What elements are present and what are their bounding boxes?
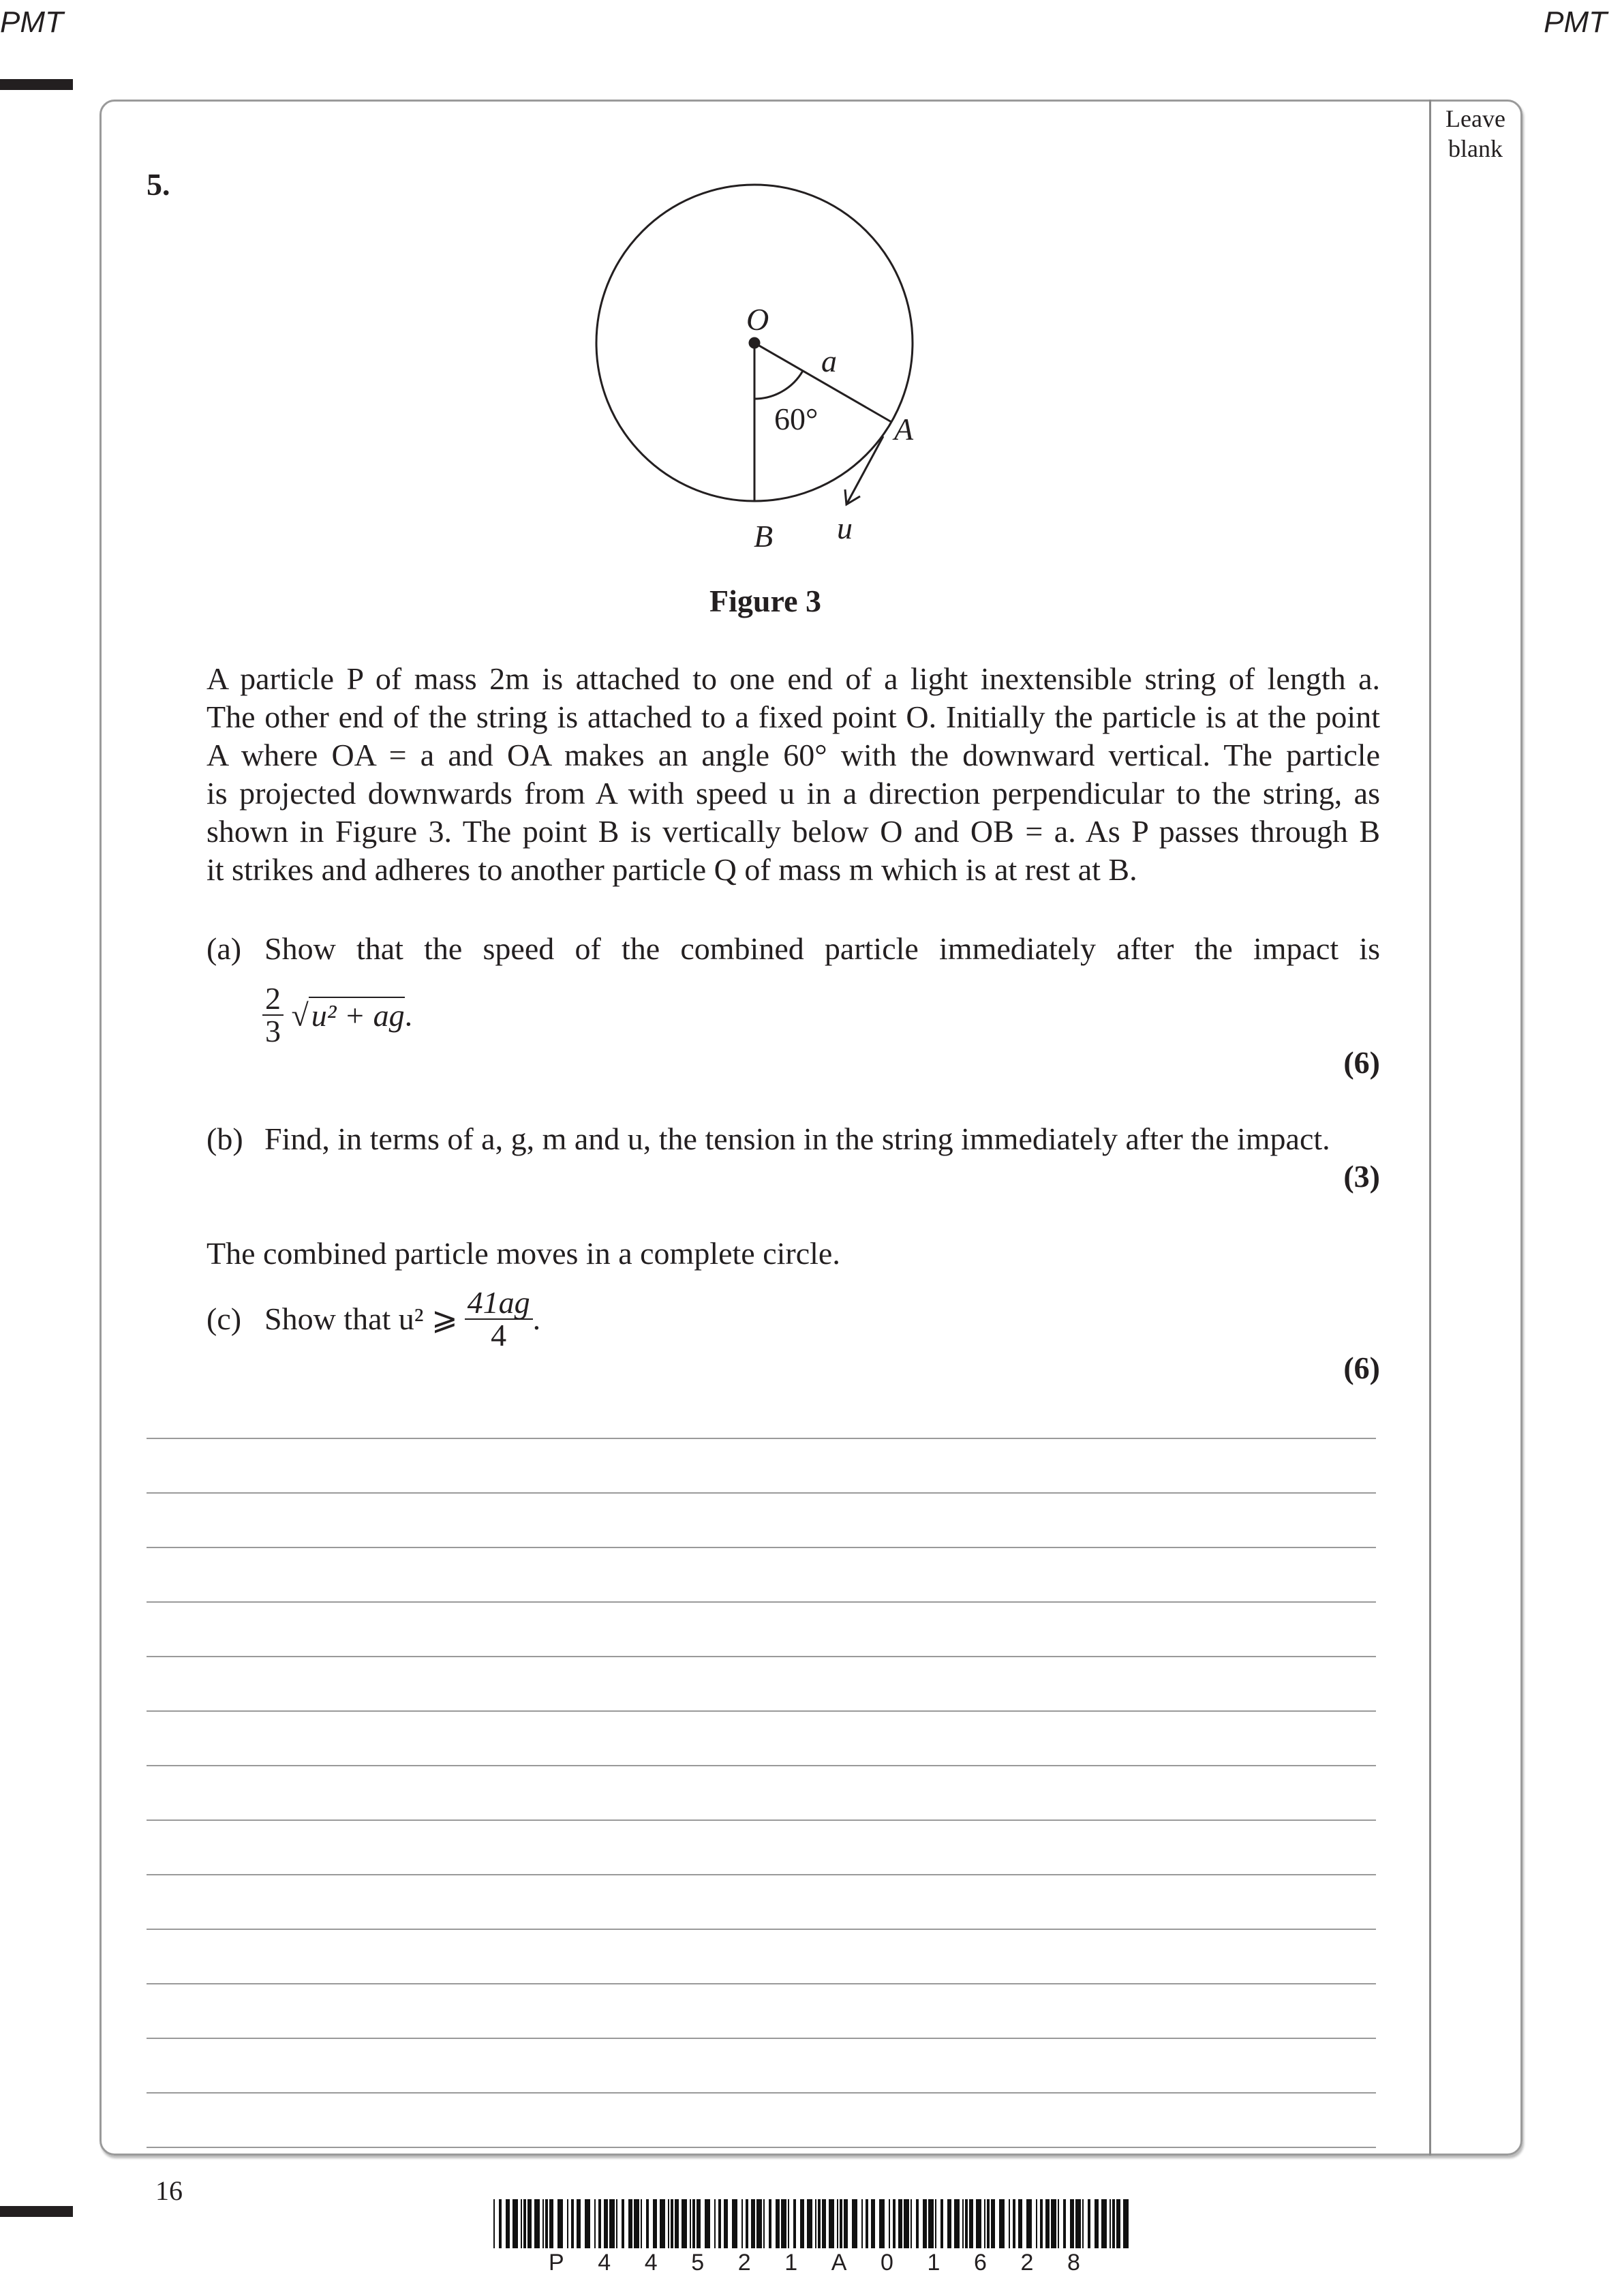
barcode-bar — [714, 2199, 716, 2248]
barcode-bar — [1070, 2199, 1074, 2248]
part-a-text: Show that the speed of the combined particle immediately after the impact is — [264, 931, 1380, 966]
barcode-char: 4 — [598, 2250, 611, 2276]
barcode-bar — [984, 2199, 985, 2248]
barcode-bar — [646, 2199, 649, 2248]
statement: The combined particle moves in a complete circle. — [206, 1236, 840, 1271]
answer-line — [147, 1765, 1376, 1766]
barcode-bar — [935, 2199, 936, 2248]
barcode-bar — [682, 2199, 687, 2248]
barcode-bar — [493, 2199, 495, 2248]
barcode-bar — [916, 2199, 919, 2248]
part-b-label: (b) — [206, 1121, 243, 1156]
fraction-numerator: 41ag — [465, 1287, 533, 1320]
registration-mark-bottom — [0, 2206, 73, 2217]
barcode-bar — [1075, 2199, 1081, 2248]
barcode-bar — [671, 2199, 673, 2248]
barcode-bar — [542, 2199, 544, 2248]
barcode-bar — [954, 2199, 960, 2248]
barcode-char: 5 — [691, 2250, 705, 2276]
barcode-bar — [692, 2199, 695, 2248]
barcode-bar — [523, 2199, 526, 2248]
barcode-char: 1 — [927, 2250, 940, 2276]
barcode-bar — [889, 2199, 890, 2248]
barcode-bar — [965, 2199, 968, 2248]
barcode-char: A — [831, 2250, 847, 2276]
answer-line — [147, 2147, 1376, 2148]
stem-line: shown in Figure 3. The point B is vertically below O and OB = a. As P passes through B — [206, 814, 1380, 849]
barcode-bar — [1082, 2199, 1084, 2248]
barcode-bar — [1112, 2199, 1115, 2248]
barcode-bar — [534, 2199, 540, 2248]
period: . — [404, 997, 413, 1033]
barcode-bar — [1009, 2199, 1010, 2248]
barcode-bar — [861, 2199, 863, 2248]
answer-line — [147, 1819, 1376, 1821]
barcode-bar — [940, 2199, 943, 2248]
label-a: a — [821, 344, 837, 378]
barcode-bar — [705, 2199, 710, 2248]
barcode-bar — [898, 2199, 902, 2248]
barcode-bar — [852, 2199, 857, 2248]
leave-label: Leave — [1445, 105, 1505, 132]
barcode-char: 2 — [1020, 2250, 1034, 2276]
pmt-mark-right: PMT — [1544, 5, 1607, 39]
barcode-char: 1 — [784, 2250, 798, 2276]
stem-line: A where OA = a and OA makes an angle 60° with the downward vertical. The particle — [206, 738, 1380, 772]
barcode-bar — [987, 2199, 990, 2248]
barcode-bar — [718, 2199, 721, 2248]
part-a — [206, 930, 1380, 968]
answer-line — [147, 1983, 1376, 1984]
barcode-bar — [622, 2199, 624, 2248]
barcode-bar — [604, 2199, 608, 2248]
part-b — [206, 1120, 1380, 1158]
barcode-bar — [781, 2199, 786, 2248]
barcode-bar — [879, 2199, 885, 2248]
barcode-bar — [598, 2199, 601, 2248]
barcode-bar — [871, 2199, 875, 2248]
barcode-char: 4 — [644, 2250, 658, 2276]
answer-line — [147, 2038, 1376, 2039]
barcode-bar — [991, 2199, 995, 2248]
barcode-bar — [1026, 2199, 1032, 2248]
question-stem — [206, 660, 1380, 889]
part-b-marks: (3) — [1343, 1159, 1380, 1194]
barcode-bar — [818, 2199, 821, 2248]
barcode-bar — [911, 2199, 912, 2248]
barcode-bar — [788, 2199, 789, 2248]
barcode-bar — [660, 2199, 665, 2248]
barcode-bar — [923, 2199, 927, 2248]
barcode-bar — [499, 2199, 502, 2248]
label-O: O — [746, 302, 769, 337]
barcode-bar — [732, 2199, 737, 2248]
barcode-bar — [641, 2199, 642, 2248]
barcode-bar — [506, 2199, 510, 2248]
part-c — [206, 1287, 1380, 1351]
barcode-bar — [947, 2199, 951, 2248]
barcode-bar — [1123, 2199, 1129, 2248]
label-B: B — [754, 519, 774, 554]
barcode-bar — [690, 2199, 691, 2248]
label-A: A — [894, 412, 914, 447]
barcode-bar — [969, 2199, 973, 2248]
barcode-char: 0 — [881, 2250, 893, 2276]
barcode-bar — [822, 2199, 826, 2248]
fraction-denominator: 3 — [265, 1014, 281, 1048]
barcode-bar — [521, 2199, 522, 2248]
barcode-bar — [577, 2199, 581, 2248]
part-c-text: Show that u² ⩾ — [264, 1301, 458, 1336]
barcode-bar — [976, 2199, 981, 2248]
barcode-bar — [776, 2199, 780, 2248]
barcode-bar — [557, 2199, 563, 2248]
radicand: u² + ag — [309, 997, 405, 1033]
barcode-bar — [1095, 2199, 1099, 2248]
barcode-bar — [675, 2199, 679, 2248]
barcode-bar — [751, 2199, 755, 2248]
barcode-bar — [904, 2199, 909, 2248]
barcode-bar — [1063, 2199, 1066, 2248]
figure-3-diagram — [559, 164, 981, 573]
barcode-bar — [567, 2199, 568, 2248]
question-number: 5. — [147, 167, 170, 202]
barcode-bar — [962, 2199, 964, 2248]
barcode-bar — [793, 2199, 796, 2248]
barcode-bar — [769, 2199, 771, 2248]
label-angle: 60° — [774, 402, 818, 436]
margin-divider — [1429, 100, 1431, 2156]
barcode-bar — [815, 2199, 816, 2248]
answer-line — [147, 1547, 1376, 1548]
barcode-bar — [1018, 2199, 1022, 2248]
point-O — [750, 338, 759, 348]
angle-arc — [754, 371, 803, 399]
barcode-char: 2 — [737, 2250, 751, 2276]
barcode-bar — [1088, 2199, 1090, 2248]
barcode-bar — [928, 2199, 934, 2248]
period: . — [532, 1301, 541, 1336]
barcode-bar — [585, 2199, 590, 2248]
barcode-bar — [800, 2199, 804, 2248]
barcode-bar — [628, 2199, 632, 2248]
barcode-bar — [545, 2199, 548, 2248]
answer-line — [147, 1929, 1376, 1930]
barcode-text — [549, 2250, 1080, 2276]
stem-line: A particle P of mass 2m is attached to one end of a light inextensible string of length a. — [206, 661, 1380, 696]
answer-line — [147, 1438, 1376, 1439]
barcode-bar — [1036, 2199, 1037, 2248]
barcode-bar — [527, 2199, 532, 2248]
barcode-bar — [893, 2199, 896, 2248]
barcode-bar — [512, 2199, 518, 2248]
barcode-bar — [1058, 2199, 1059, 2248]
barcode-bar — [634, 2199, 639, 2248]
stem-line: The other end of the string is attached to a fixed point O. Initially the particle is at the point — [206, 699, 1380, 734]
velocity-arrow — [846, 436, 883, 504]
barcode-bar — [1051, 2199, 1056, 2248]
blank-label: blank — [1448, 135, 1503, 162]
barcode-bar — [763, 2199, 765, 2248]
barcode-char: 8 — [1067, 2250, 1080, 2276]
barcode-bar — [594, 2199, 596, 2248]
part-c-marks: (6) — [1343, 1350, 1380, 1385]
barcode-bar — [571, 2199, 574, 2248]
barcode-bar — [840, 2199, 842, 2248]
barcode-bar — [609, 2199, 615, 2248]
answer-line — [147, 1601, 1376, 1603]
answer-line — [147, 1874, 1376, 1875]
barcode-bar — [741, 2199, 743, 2248]
barcode-bar — [866, 2199, 868, 2248]
barcode-bar — [549, 2199, 553, 2248]
barcode-bar — [746, 2199, 748, 2248]
barcode-bar — [616, 2199, 617, 2248]
answer-line — [147, 2092, 1376, 2094]
answer-line — [147, 1710, 1376, 1712]
barcode-bar — [1110, 2199, 1111, 2248]
fraction-numerator: 2 — [262, 983, 284, 1016]
barcode-bar — [1013, 2199, 1015, 2248]
part-c-label: (c) — [206, 1301, 242, 1336]
part-a-marks: (6) — [1343, 1045, 1380, 1080]
barcode-bar — [999, 2199, 1005, 2248]
stem-line: is projected downwards from A with speed u in a direction perpendicular to the string, as — [206, 776, 1380, 811]
barcode-bar — [653, 2199, 657, 2248]
answer-line — [147, 1656, 1376, 1657]
barcode-bar — [1045, 2199, 1050, 2248]
label-u: u — [837, 511, 853, 545]
fraction-denominator: 4 — [491, 1318, 507, 1353]
barcode-char: P — [549, 2250, 564, 2276]
barcode-bar — [837, 2199, 838, 2248]
barcode-bar — [807, 2199, 812, 2248]
barcode-bar — [668, 2199, 669, 2248]
leave-blank-label — [1438, 104, 1513, 164]
registration-mark-top — [0, 79, 73, 90]
barcode-bar — [724, 2199, 728, 2248]
page-number: 16 — [155, 2175, 183, 2206]
part-a-label: (a) — [206, 931, 242, 966]
barcode — [493, 2199, 1129, 2248]
figure-caption: Figure 3 — [709, 584, 821, 618]
barcode-bar — [697, 2199, 701, 2248]
barcode-bar — [1040, 2199, 1043, 2248]
stem-line: it strikes and adheres to another particle Q of mass m which is at rest at B. — [206, 852, 1137, 887]
part-b-text: Find, in terms of a, g, m and u, the tension in the string immediately after the impact. — [264, 1121, 1330, 1156]
pmt-mark-left: PMT — [0, 5, 63, 39]
barcode-bar — [1101, 2199, 1107, 2248]
barcode-char: 6 — [974, 2250, 987, 2276]
barcode-bar — [756, 2199, 762, 2248]
part-a-expression: $\frac{2}{3}$ √u² + ag. — [262, 983, 412, 1047]
barcode-bar — [1116, 2199, 1120, 2248]
barcode-bar — [829, 2199, 834, 2248]
answer-line — [147, 1492, 1376, 1494]
barcode-bar — [844, 2199, 848, 2248]
